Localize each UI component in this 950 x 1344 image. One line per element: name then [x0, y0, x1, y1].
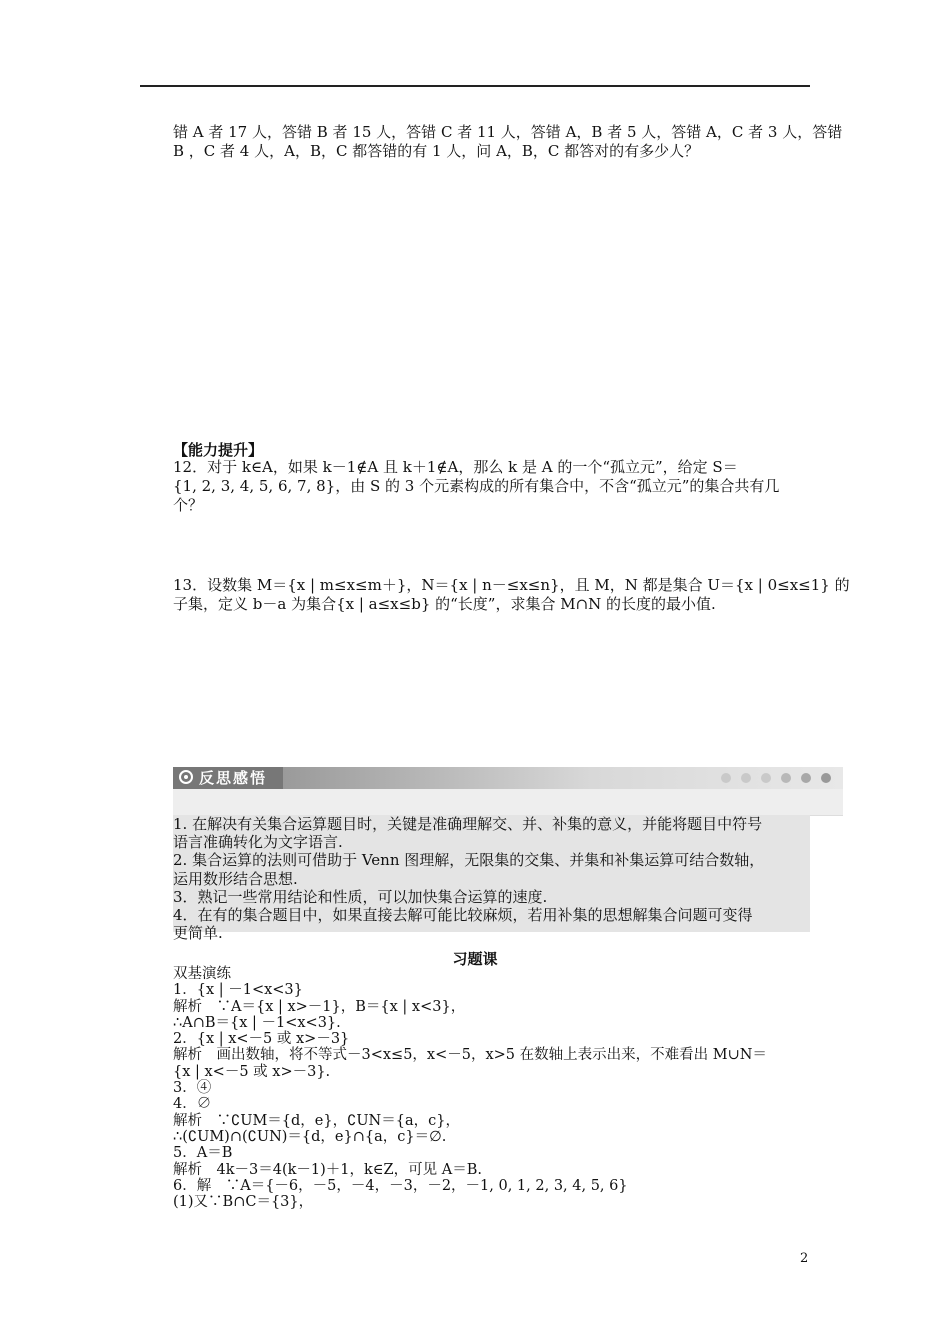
decor-dot-icon	[801, 773, 811, 783]
problem-11-line: 错 A 者 17 人，答错 B 者 15 人，答错 C 者 11 人，答错 A，B 者 5 人，答错 A，C 者 3 人，答错	[173, 123, 843, 141]
answer-line: ∴(∁UM)∩(∁UN)＝{d，e}∩{a，c}＝∅.	[173, 1128, 447, 1145]
reflection-line: 1. 在解决有关集合运算题目时，关键是准确理解交、并、补集的意义，并能将题目中符号	[173, 815, 763, 833]
problem-12-line: 个？	[173, 496, 204, 514]
decor-dot-icon	[761, 773, 771, 783]
decor-dot-icon	[721, 773, 731, 783]
decor-dot-icon	[781, 773, 791, 783]
reflection-line: 2. 集合运算的法则可借助于 Venn 图理解，无限集的交集、并集和补集运算可结合数轴，	[173, 851, 765, 870]
problem-12-line: {1, 2, 3, 4, 5, 6, 7, 8}，由 S 的 3 个元素构成的所有集合中，不含“孤立元”的集合共有几	[173, 477, 780, 495]
reflection-tab	[173, 767, 283, 789]
reflection-header-bar	[173, 767, 843, 789]
answer-line: (1)又∵B∩C＝{3}，	[173, 1194, 314, 1211]
page-number: 2	[800, 1251, 809, 1266]
answer-line: 1．{x | －1<x<3}	[173, 982, 303, 999]
answer-line: 4．∅	[173, 1096, 212, 1113]
answer-line: 解析 ∵∁UM＝{d，e}，∁UN＝{a，c}，	[173, 1112, 460, 1129]
decor-dot-icon	[821, 773, 831, 783]
problem-12-text	[173, 458, 810, 515]
answer-line: 解析 4k－3＝4(k－1)＋1，k∈Z，可见 A＝B.	[173, 1161, 482, 1178]
problem-13-line: 13．设数集 M＝{x | m≤x≤m＋}，N＝{x | n－≤x≤n}，且 M，N 都是集合 U＝{x | 0≤x≤1} 的	[173, 576, 850, 594]
target-circle-icon	[179, 770, 193, 784]
ability-heading: 【能力提升】	[173, 441, 264, 459]
reflection-line: 3．熟记一些常用结论和性质，可以加快集合运算的速度.	[173, 887, 548, 906]
decor-dot-icon	[741, 773, 751, 783]
answers-title: 习题课	[452, 950, 498, 968]
answer-line: 6．解 ∵A＝{－6，－5，－4，－3，－2，－1, 0, 1, 2, 3, 4, 5, 6}	[173, 1177, 628, 1194]
answer-line: 双基演练	[173, 966, 231, 982]
answer-line: 解析 ∵A＝{x | x>－1}，B＝{x | x<3}，	[173, 998, 466, 1015]
answer-line: ∴A∩B＝{x | －1<x<3}.	[173, 1014, 341, 1031]
answer-line: {x | x<－5 或 x>－3}.	[173, 1063, 331, 1080]
answer-line: 5．A＝B	[173, 1145, 233, 1162]
header-rule	[140, 85, 810, 87]
problem-11-line: B ，C 者 4 人，A，B，C 都答错的有 1 人，问 A，B，C 都答对的有多少人？	[173, 142, 700, 160]
reflection-content	[173, 815, 810, 943]
reflection-line: 更简单.	[173, 924, 223, 943]
reflection-spacer	[173, 789, 843, 816]
answer-line: 2．{x | x<－5 或 x>－3}	[173, 1031, 350, 1048]
answer-line: 解析 画出数轴，将不等式－3<x≤5，x<－5，x>5 在数轴上表示出来，不难看出 M∪N＝	[173, 1047, 767, 1064]
answers-section	[173, 966, 810, 1210]
reflection-ribbon	[283, 767, 843, 789]
problem-13-line: 子集，定义 b－a 为集合{x | a≤x≤b} 的“长度”，求集合 M∩N 的长度的最小值.	[173, 595, 716, 613]
reflection-title: 反思感悟	[199, 769, 268, 787]
reflection-line: 运用数形结合思想.	[173, 869, 298, 888]
problem-11-text	[173, 123, 843, 161]
reflection-line: 4．在有的集合题目中，如果直接去解可能比较麻烦，若用补集的思想解集合问题可变得	[173, 906, 753, 925]
reflection-line: 语言准确转化为文字语言.	[173, 833, 343, 852]
answer-line: 3．④	[173, 1080, 212, 1097]
problem-12-line: 12．对于 k∈A，如果 k－1∉A 且 k＋1∉A，那么 k 是 A 的一个“孤立元”，给定 S＝	[173, 458, 738, 476]
problem-13-text	[173, 576, 850, 614]
